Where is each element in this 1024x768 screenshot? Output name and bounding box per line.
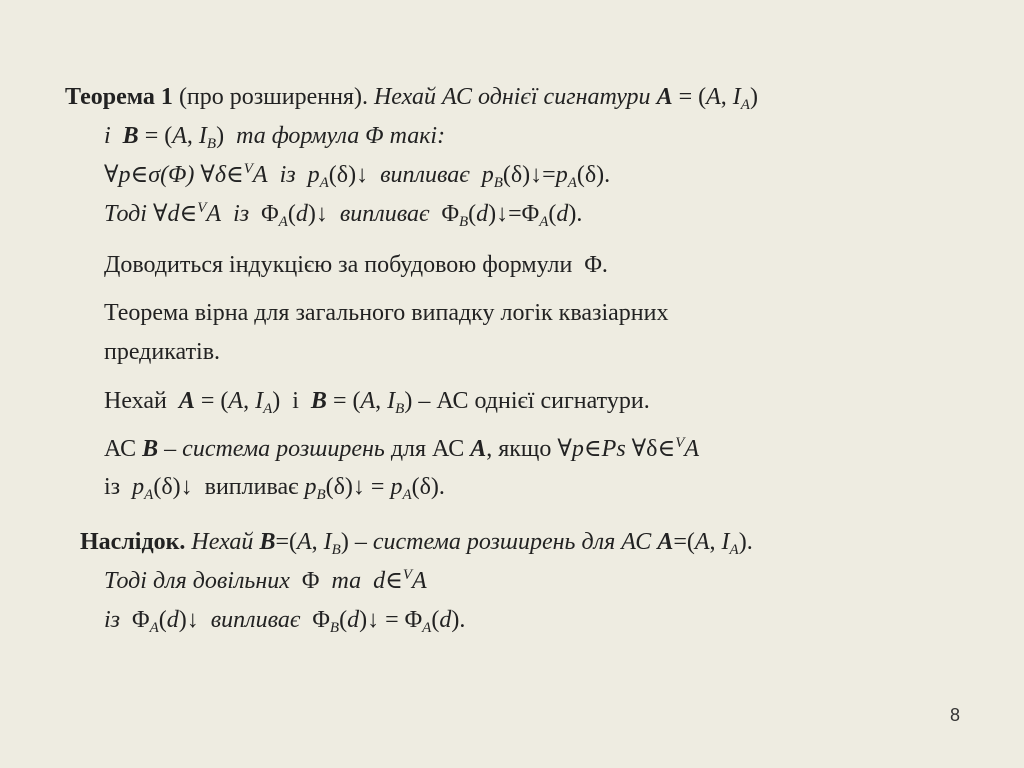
t: A [412, 568, 427, 594]
t: Φ [441, 201, 459, 227]
t: A [319, 175, 329, 191]
t: випливає [380, 162, 470, 188]
t: p [555, 162, 568, 188]
t: I [721, 529, 730, 555]
t: A [144, 487, 154, 503]
paren: ) [749, 84, 758, 110]
theorem-line-3 [104, 160, 610, 190]
t: A [206, 201, 222, 227]
t: ( [287, 201, 296, 227]
t: (δ). [411, 474, 445, 500]
let-word: Нехай [104, 388, 167, 414]
sym-I: I [198, 123, 207, 149]
eq: = ( [326, 388, 361, 414]
proof-symbol: Φ. [584, 252, 608, 278]
t: для АС [390, 436, 465, 462]
comma: , [186, 123, 199, 149]
proof-text: Доводиться індукцією за побудовою формули [104, 252, 573, 278]
t: A [402, 487, 412, 503]
word-i: і [104, 123, 111, 149]
comma: , [375, 388, 388, 414]
t: із [104, 607, 121, 633]
theorem-line-1 [65, 82, 758, 112]
t: )↓ [307, 201, 328, 227]
t: ) [340, 529, 349, 555]
t: d [439, 607, 452, 633]
t: V [402, 567, 413, 583]
sym: A [360, 388, 376, 414]
t: із [233, 201, 250, 227]
theorem-label: Теорема 1 [65, 84, 173, 110]
t: I [323, 529, 332, 555]
sub: A [740, 97, 750, 113]
sub: A [263, 401, 273, 417]
t: A [252, 162, 268, 188]
t: V [675, 435, 685, 451]
t: – система розширень для АС [354, 529, 652, 555]
t: d [166, 607, 179, 633]
sym-I: I [387, 388, 396, 414]
t: d [295, 201, 308, 227]
symbol-A: A [178, 388, 195, 414]
t: (δ). [576, 162, 611, 188]
symbol-B: B [310, 388, 327, 414]
let-line [104, 386, 650, 416]
sub: B [206, 136, 217, 152]
t: p [571, 436, 584, 462]
t: V [243, 161, 253, 177]
sym: A [228, 388, 244, 414]
t: та [331, 568, 362, 594]
corollary-label: Наслідок. [80, 529, 186, 555]
symbol-B: B [122, 123, 139, 149]
t: B [329, 620, 340, 636]
word-i: і [292, 388, 299, 414]
t: d [167, 201, 180, 227]
eq: = ( [138, 123, 173, 149]
t: ∈ [179, 201, 198, 227]
t: )↓=Φ [488, 201, 540, 227]
general-text-1: Теорема вірна для загального випадку логік квазіарних [104, 300, 669, 326]
t: (δ)↓ [325, 474, 365, 500]
t: Тоді для довільних [104, 568, 290, 594]
symbol-B: B [259, 529, 276, 555]
t: p [304, 474, 317, 500]
ext-def: – система розширень [164, 436, 385, 462]
corollary-line-2: Тоді для довільних Φ та d∈$^V$A [104, 567, 427, 594]
t: Тоді ∀ [104, 201, 168, 227]
t: ∈ [385, 568, 403, 594]
t: ( [548, 201, 557, 227]
t: A [694, 529, 710, 555]
t: АС [104, 436, 137, 462]
t: (δ)↓ [153, 474, 193, 500]
t: d [476, 201, 489, 227]
t: d [373, 568, 386, 594]
ext-line-1 [104, 434, 699, 464]
t: V [197, 200, 207, 216]
t: B [316, 487, 326, 503]
t: ∈ [583, 436, 602, 462]
t: d [556, 201, 569, 227]
theorem-tail: та формула Φ такі: [236, 123, 446, 149]
theorem-sublabel: (про розширення). [178, 84, 368, 110]
eq: = ( [672, 84, 707, 110]
t: A [422, 620, 432, 636]
t: Ps [601, 436, 626, 462]
general-line-2 [104, 337, 220, 367]
t: p [118, 162, 131, 188]
comma: , [243, 388, 256, 414]
corollary-line-3: із $\Phi_A(d)↓$ випливає $\Phi_B(d)↓ = \Phi_A(d)$. [104, 607, 466, 636]
t: випливає [210, 607, 301, 633]
eq: = ( [194, 388, 229, 414]
t: p [307, 162, 320, 188]
page-number: 8 [950, 705, 961, 725]
t: випливає [204, 474, 299, 500]
t: із [104, 474, 121, 500]
t: із [279, 162, 296, 188]
t: ∀ [104, 162, 119, 188]
t: B [493, 175, 503, 191]
symbol-B: B [142, 436, 159, 462]
general-text-2: предикатів. [104, 339, 221, 365]
symbol-A: A [657, 529, 674, 555]
symbol-A: A [656, 84, 673, 110]
sym-I: I [732, 84, 741, 110]
comma: , [720, 84, 733, 110]
proof-line [104, 250, 608, 280]
corollary-line-1: Наслідок. Нехай B=(A, $I_B$) – система розширень для АС A=(A, $I_A$). [80, 529, 753, 558]
t: A [567, 175, 577, 191]
paren: ) [272, 388, 281, 414]
t: d [347, 607, 360, 633]
t: )↓ [178, 607, 199, 633]
sym-I: I [255, 388, 264, 414]
t: Φ [312, 607, 330, 633]
t: A [684, 436, 700, 462]
t: (δ)↓ [328, 162, 369, 188]
t: ∀δ∈ [631, 436, 676, 462]
paren: ) [216, 123, 225, 149]
t: Φ [261, 201, 279, 227]
t: (δ)↓= [502, 162, 556, 188]
ext-line-2: із $p_A(\delta)↓$ випливає $p_B(\delta)↓ = p_A(\delta)$. [104, 474, 445, 503]
t: B [458, 214, 469, 230]
t: , [709, 529, 722, 555]
let-tail: – АС однієї сигнатури. [418, 388, 650, 414]
t: Нехай [191, 529, 254, 555]
t: ∈σ(Φ) ∀δ∈ [130, 162, 244, 188]
t: p [132, 474, 145, 500]
sym: A [706, 84, 721, 110]
paren: ) [404, 388, 413, 414]
t: , [311, 529, 324, 555]
theorem-line-2 [104, 121, 445, 151]
t: p [390, 474, 403, 500]
t: B [331, 542, 341, 558]
t: ). [568, 201, 583, 227]
t: , якщо ∀ [486, 436, 572, 462]
t: p [481, 162, 494, 188]
t: A [149, 620, 159, 636]
general-line-1 [104, 298, 668, 328]
t: A [278, 214, 288, 230]
t: випливає [339, 201, 430, 227]
symbol-A: A [470, 436, 487, 462]
theorem-line-4 [104, 199, 582, 229]
t: A [296, 529, 312, 555]
sub: B [395, 401, 405, 417]
sym: A [172, 123, 187, 149]
t: A [729, 542, 739, 558]
t: A [539, 214, 549, 230]
t: Φ [132, 607, 150, 633]
theorem-text: Нехай АС однієї сигнатури [373, 84, 651, 110]
t: ( [468, 201, 477, 227]
